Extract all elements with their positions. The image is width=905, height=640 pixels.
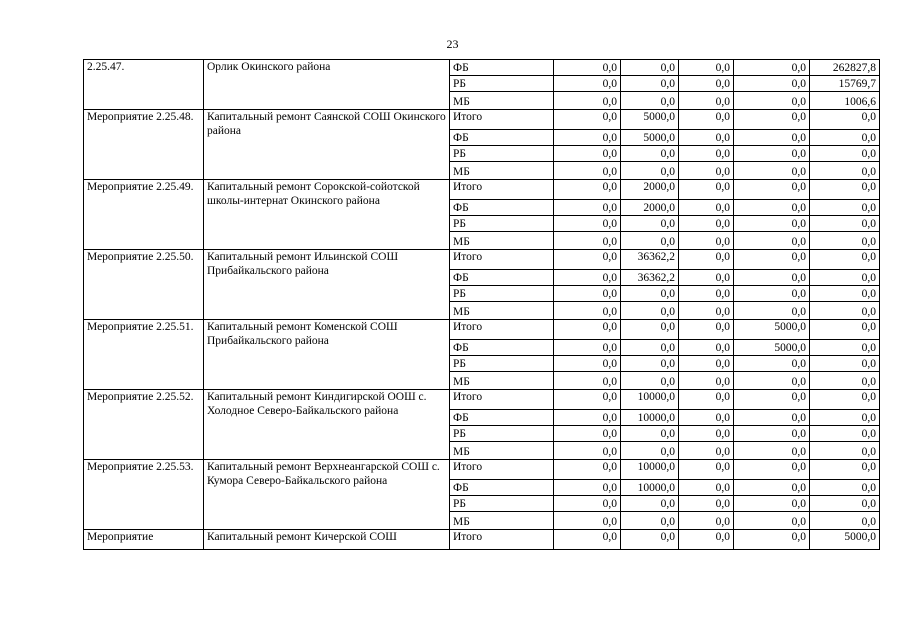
amount-cell: 0,0: [621, 340, 679, 356]
amount-cell: 0,0: [734, 286, 810, 302]
funding-source-cell: МБ: [450, 512, 554, 530]
amount-cell: 0,0: [554, 410, 621, 426]
amount-cell: 0,0: [810, 512, 880, 530]
amount-cell: 0,0: [679, 60, 734, 76]
amount-cell: 5000,0: [621, 130, 679, 146]
amount-cell: 0,0: [554, 496, 621, 512]
amount-cell: 5000,0: [621, 110, 679, 130]
funding-source-cell: Итого: [450, 180, 554, 200]
amount-cell: 0,0: [554, 372, 621, 390]
amount-cell: 0,0: [679, 232, 734, 250]
amount-cell: 0,0: [554, 180, 621, 200]
amount-cell: 0,0: [554, 162, 621, 180]
amount-cell: 0,0: [621, 216, 679, 232]
activity-name-cell: Капитальный ремонт Сорокской-сойотской школы-интернат Окинского района: [204, 180, 450, 250]
funding-source-cell: МБ: [450, 442, 554, 460]
amount-cell: 0,0: [621, 92, 679, 110]
amount-cell: 0,0: [679, 410, 734, 426]
amount-cell: 5000,0: [810, 530, 880, 550]
funding-source-cell: ФБ: [450, 340, 554, 356]
amount-cell: 0,0: [810, 162, 880, 180]
amount-cell: 0,0: [734, 496, 810, 512]
funding-source-cell: РБ: [450, 76, 554, 92]
amount-cell: 0,0: [554, 512, 621, 530]
amount-cell: 0,0: [810, 110, 880, 130]
amount-cell: 0,0: [554, 302, 621, 320]
funding-source-cell: ФБ: [450, 410, 554, 426]
amount-cell: 0,0: [810, 130, 880, 146]
amount-cell: 0,0: [810, 390, 880, 410]
activity-code-cell: Мероприятие 2.25.50.: [84, 250, 204, 320]
funding-source-cell: РБ: [450, 286, 554, 302]
amount-cell: 0,0: [810, 146, 880, 162]
amount-cell: 0,0: [734, 356, 810, 372]
amount-cell: 0,0: [810, 200, 880, 216]
amount-cell: 0,0: [621, 442, 679, 460]
amount-cell: 0,0: [679, 286, 734, 302]
amount-cell: 0,0: [734, 216, 810, 232]
amount-cell: 2000,0: [621, 200, 679, 216]
amount-cell: 0,0: [554, 76, 621, 92]
amount-cell: 0,0: [734, 250, 810, 270]
amount-cell: 0,0: [734, 110, 810, 130]
amount-cell: 0,0: [810, 410, 880, 426]
funding-source-cell: МБ: [450, 302, 554, 320]
amount-cell: 0,0: [621, 146, 679, 162]
amount-cell: 0,0: [734, 302, 810, 320]
table-row: [84, 250, 880, 270]
amount-cell: 0,0: [734, 76, 810, 92]
funding-source-cell: РБ: [450, 356, 554, 372]
activity-code-cell: Мероприятие 2.25.51.: [84, 320, 204, 390]
amount-cell: 0,0: [554, 146, 621, 162]
amount-cell: 0,0: [554, 200, 621, 216]
amount-cell: 36362,2: [621, 270, 679, 286]
program-activities-table: [83, 59, 880, 550]
amount-cell: 0,0: [554, 442, 621, 460]
funding-source-cell: ФБ: [450, 200, 554, 216]
table-row: [84, 530, 880, 550]
table-row: [84, 390, 880, 410]
amount-cell: 0,0: [554, 250, 621, 270]
amount-cell: 0,0: [621, 530, 679, 550]
amount-cell: 0,0: [810, 320, 880, 340]
amount-cell: 0,0: [679, 270, 734, 286]
table-row: [84, 320, 880, 340]
amount-cell: 0,0: [621, 76, 679, 92]
amount-cell: 0,0: [810, 216, 880, 232]
amount-cell: 0,0: [679, 480, 734, 496]
amount-cell: 10000,0: [621, 410, 679, 426]
amount-cell: 0,0: [734, 60, 810, 76]
amount-cell: 0,0: [554, 130, 621, 146]
amount-cell: 0,0: [679, 390, 734, 410]
amount-cell: 2000,0: [621, 180, 679, 200]
funding-source-cell: Итого: [450, 250, 554, 270]
amount-cell: 0,0: [621, 372, 679, 390]
amount-cell: 0,0: [621, 162, 679, 180]
amount-cell: 0,0: [734, 460, 810, 480]
amount-cell: 0,0: [554, 356, 621, 372]
amount-cell: 0,0: [554, 426, 621, 442]
amount-cell: 0,0: [810, 180, 880, 200]
amount-cell: 0,0: [554, 60, 621, 76]
amount-cell: 0,0: [734, 512, 810, 530]
amount-cell: 0,0: [679, 460, 734, 480]
funding-source-cell: Итого: [450, 460, 554, 480]
funding-source-cell: МБ: [450, 92, 554, 110]
amount-cell: 0,0: [621, 320, 679, 340]
funding-source-cell: РБ: [450, 426, 554, 442]
amount-cell: 0,0: [734, 232, 810, 250]
activity-code-cell: Мероприятие 2.25.48.: [84, 110, 204, 180]
funding-source-cell: Итого: [450, 390, 554, 410]
amount-cell: 0,0: [554, 390, 621, 410]
amount-cell: 0,0: [734, 162, 810, 180]
amount-cell: 0,0: [679, 340, 734, 356]
amount-cell: 0,0: [554, 320, 621, 340]
activity-code-cell: Мероприятие 2.25.52.: [84, 390, 204, 460]
amount-cell: 0,0: [679, 372, 734, 390]
amount-cell: 0,0: [679, 180, 734, 200]
amount-cell: 0,0: [554, 270, 621, 286]
amount-cell: 0,0: [679, 162, 734, 180]
activity-code-cell: Мероприятие: [84, 530, 204, 550]
amount-cell: 0,0: [679, 200, 734, 216]
amount-cell: 0,0: [554, 110, 621, 130]
activity-name-cell: Капитальный ремонт Верхнеангарской СОШ с. Кумора Северо-Байкальского района: [204, 460, 450, 530]
amount-cell: 10000,0: [621, 480, 679, 496]
amount-cell: 0,0: [621, 512, 679, 530]
amount-cell: 0,0: [679, 512, 734, 530]
funding-source-cell: МБ: [450, 162, 554, 180]
amount-cell: 0,0: [554, 216, 621, 232]
funding-source-cell: РБ: [450, 216, 554, 232]
amount-cell: 0,0: [679, 496, 734, 512]
amount-cell: 0,0: [734, 270, 810, 286]
amount-cell: 0,0: [810, 496, 880, 512]
funding-source-cell: ФБ: [450, 130, 554, 146]
amount-cell: 0,0: [810, 372, 880, 390]
amount-cell: 0,0: [621, 356, 679, 372]
amount-cell: 0,0: [679, 92, 734, 110]
funding-source-cell: ФБ: [450, 270, 554, 286]
amount-cell: 0,0: [810, 442, 880, 460]
activity-name-cell: Орлик Окинского района: [204, 60, 450, 110]
amount-cell: 0,0: [734, 442, 810, 460]
activity-name-cell: Капитальный ремонт Кичерской СОШ: [204, 530, 450, 550]
amount-cell: 0,0: [734, 372, 810, 390]
amount-cell: 0,0: [679, 442, 734, 460]
amount-cell: 0,0: [554, 92, 621, 110]
amount-cell: 0,0: [810, 250, 880, 270]
amount-cell: 0,0: [621, 302, 679, 320]
amount-cell: 0,0: [734, 480, 810, 496]
amount-cell: 0,0: [734, 410, 810, 426]
amount-cell: 0,0: [810, 286, 880, 302]
amount-cell: 0,0: [621, 426, 679, 442]
amount-cell: 0,0: [621, 232, 679, 250]
amount-cell: 0,0: [679, 530, 734, 550]
funding-source-cell: Итого: [450, 110, 554, 130]
funding-source-cell: ФБ: [450, 480, 554, 496]
amount-cell: 0,0: [554, 460, 621, 480]
activity-name-cell: Капитальный ремонт Ильинской СОШ Прибайкальского района: [204, 250, 450, 320]
amount-cell: 0,0: [554, 232, 621, 250]
activity-name-cell: Капитальный ремонт Саянской СОШ Окинского района: [204, 110, 450, 180]
activity-code-cell: Мероприятие 2.25.53.: [84, 460, 204, 530]
amount-cell: 0,0: [679, 110, 734, 130]
amount-cell: 0,0: [810, 232, 880, 250]
amount-cell: 0,0: [734, 180, 810, 200]
amount-cell: 0,0: [734, 426, 810, 442]
funding-source-cell: МБ: [450, 232, 554, 250]
amount-cell: 0,0: [810, 480, 880, 496]
page-number: 23: [446, 37, 459, 51]
amount-cell: 0,0: [734, 390, 810, 410]
amount-cell: 1006,6: [810, 92, 880, 110]
amount-cell: 0,0: [554, 286, 621, 302]
amount-cell: 0,0: [810, 302, 880, 320]
amount-cell: 0,0: [679, 250, 734, 270]
amount-cell: 0,0: [810, 340, 880, 356]
amount-cell: 0,0: [810, 356, 880, 372]
amount-cell: 0,0: [554, 530, 621, 550]
amount-cell: 0,0: [679, 146, 734, 162]
amount-cell: 0,0: [679, 320, 734, 340]
activity-name-cell: Капитальный ремонт Коменской СОШ Прибайкальского района: [204, 320, 450, 390]
amount-cell: 0,0: [554, 480, 621, 496]
amount-cell: 0,0: [734, 530, 810, 550]
amount-cell: 0,0: [810, 460, 880, 480]
funding-source-cell: РБ: [450, 146, 554, 162]
amount-cell: 0,0: [679, 356, 734, 372]
funding-source-cell: Итого: [450, 530, 554, 550]
amount-cell: 0,0: [734, 146, 810, 162]
activity-code-cell: Мероприятие 2.25.49.: [84, 180, 204, 250]
amount-cell: 15769,7: [810, 76, 880, 92]
table-row: [84, 180, 880, 200]
activity-code-cell: 2.25.47.: [84, 60, 204, 110]
funding-source-cell: РБ: [450, 496, 554, 512]
amount-cell: 0,0: [621, 496, 679, 512]
funding-source-cell: МБ: [450, 372, 554, 390]
amount-cell: 5000,0: [734, 320, 810, 340]
amount-cell: 0,0: [554, 340, 621, 356]
amount-cell: 10000,0: [621, 460, 679, 480]
amount-cell: 0,0: [679, 76, 734, 92]
funding-source-cell: Итого: [450, 320, 554, 340]
amount-cell: 0,0: [679, 216, 734, 232]
table-row: [84, 60, 880, 76]
amount-cell: 0,0: [621, 60, 679, 76]
amount-cell: 0,0: [679, 426, 734, 442]
amount-cell: 10000,0: [621, 390, 679, 410]
amount-cell: 0,0: [621, 286, 679, 302]
funding-source-cell: ФБ: [450, 60, 554, 76]
amount-cell: 0,0: [679, 302, 734, 320]
table-row: [84, 460, 880, 480]
table-row: [84, 110, 880, 130]
amount-cell: 262827,8: [810, 60, 880, 76]
amount-cell: 5000,0: [734, 340, 810, 356]
amount-cell: 0,0: [734, 130, 810, 146]
amount-cell: 0,0: [734, 200, 810, 216]
activity-name-cell: Капитальный ремонт Киндигирской ООШ с. Холодное Северо-Байкальского района: [204, 390, 450, 460]
amount-cell: 0,0: [810, 270, 880, 286]
amount-cell: 0,0: [810, 426, 880, 442]
amount-cell: 36362,2: [621, 250, 679, 270]
amount-cell: 0,0: [679, 130, 734, 146]
amount-cell: 0,0: [734, 92, 810, 110]
